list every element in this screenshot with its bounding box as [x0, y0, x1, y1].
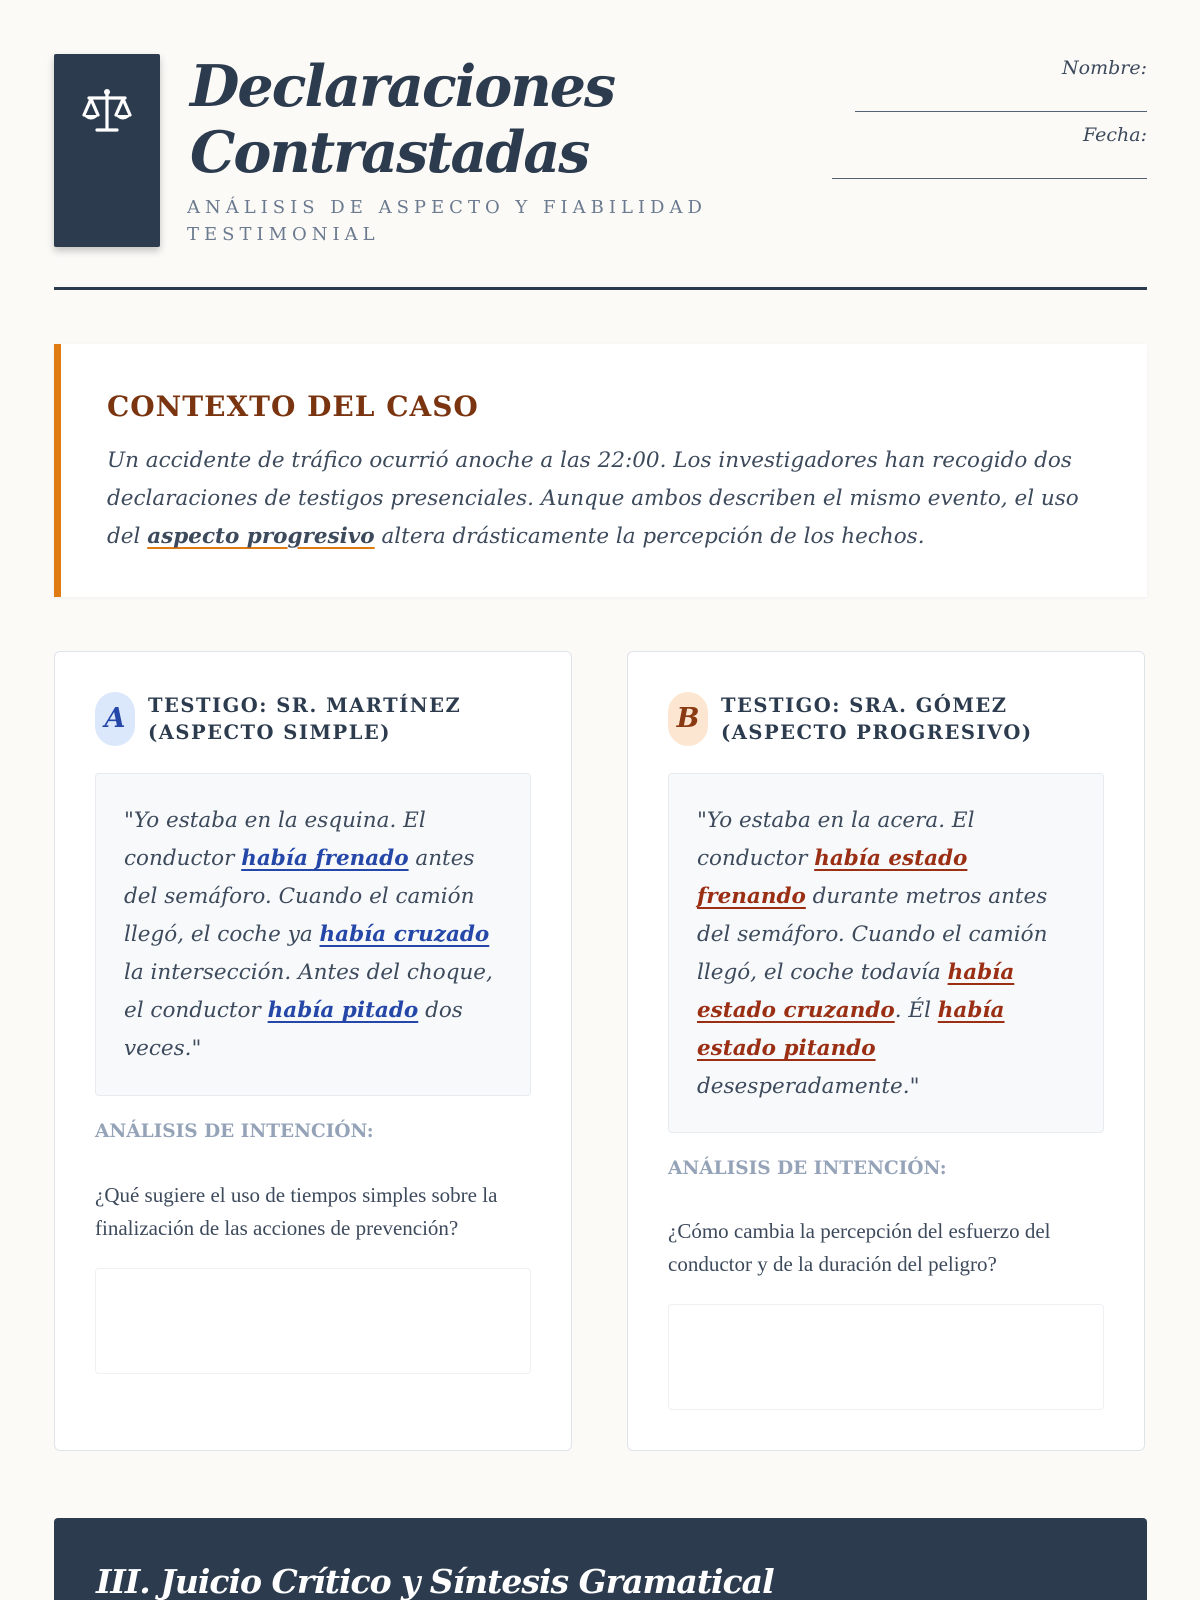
header-divider [54, 287, 1147, 290]
witness-title: TESTIGO: SRA. GÓMEZ (ASPECTO PROGRESIVO) [721, 694, 1033, 744]
witness-badge: A [95, 692, 135, 746]
witness-card-b [627, 651, 1145, 1451]
witness-badge: B [668, 692, 708, 746]
analysis-question: ¿Qué sugiere el uso de tiempos simples sobre la finalización de las acciones de prevención? [95, 1183, 498, 1240]
context-keyword: aspecto progresivo [147, 524, 375, 549]
date-field[interactable] [832, 178, 1147, 179]
quote-text: la intersección. Antes del choque, el conductor [124, 960, 493, 1023]
quote-highlight: había estado pitando [697, 998, 1005, 1061]
quote-highlight: había estado cruzando [697, 960, 1015, 1023]
page-title [190, 54, 750, 186]
witness-title: TESTIGO: SR. MARTÍNEZ (ASPECTO SIMPLE) [148, 694, 462, 744]
analysis-label: ANÁLISIS DE INTENCIÓN: [668, 1158, 947, 1179]
date-label: Fecha: [1083, 124, 1147, 146]
context-text-after: altera drásticamente la percepción de los hechos. [374, 524, 925, 549]
analysis-question: ¿Cómo cambia la percepción del esfuerzo del conductor y de la duración del peligro? [668, 1219, 1051, 1276]
quote-text: antes del semáforo. Cuando el camión llegó, el coche ya [124, 846, 475, 947]
context-text [107, 442, 1112, 556]
name-field[interactable] [855, 111, 1147, 112]
context-heading: CONTEXTO DEL CASO [107, 390, 479, 423]
quote-text: . Él [894, 998, 938, 1023]
witness-quote [95, 773, 531, 1096]
quote-highlight: había cruzado [319, 922, 490, 947]
title-line-1: Declaraciones [190, 53, 615, 120]
answer-box[interactable] [95, 1268, 531, 1374]
quote-highlight: había estado frenando [697, 846, 968, 909]
quote-text: "Yo estaba en la esquina. El conductor [124, 808, 426, 871]
quote-text: desesperadamente." [697, 1074, 920, 1099]
name-label: Nombre: [1062, 57, 1147, 79]
quote-text: dos veces." [124, 998, 463, 1061]
quote-highlight: había pitado [267, 998, 419, 1023]
quote-text: "Yo estaba en la acera. El conductor [697, 808, 975, 871]
answer-box[interactable] [668, 1304, 1104, 1410]
section-3-header [54, 1518, 1147, 1600]
section-3-title: III. Juicio Crítico y Síntesis Gramatical [96, 1562, 774, 1600]
scales-of-justice-icon [81, 86, 133, 138]
quote-text: durante metros antes del semáforo. Cuando el camión llegó, el coche todavía [697, 884, 1048, 985]
quote-highlight: había frenado [241, 846, 409, 871]
analysis-label: ANÁLISIS DE INTENCIÓN: [95, 1121, 374, 1142]
context-text-before: Un accidente de tráfico ocurrió anoche a las 22:00. Los investigadores han recogido dos declaraciones de testigos presenciales. Aunque ambos describen el mismo evento, el uso del [107, 448, 1079, 549]
case-context [54, 344, 1147, 597]
witness-quote [668, 773, 1104, 1133]
witness-card-a [54, 651, 572, 1451]
page-subtitle: ANÁLISIS DE ASPECTO Y FIABILIDAD TESTIMONIAL [187, 197, 707, 245]
logo-box [54, 54, 160, 247]
title-line-2: Contrastadas [190, 119, 589, 186]
